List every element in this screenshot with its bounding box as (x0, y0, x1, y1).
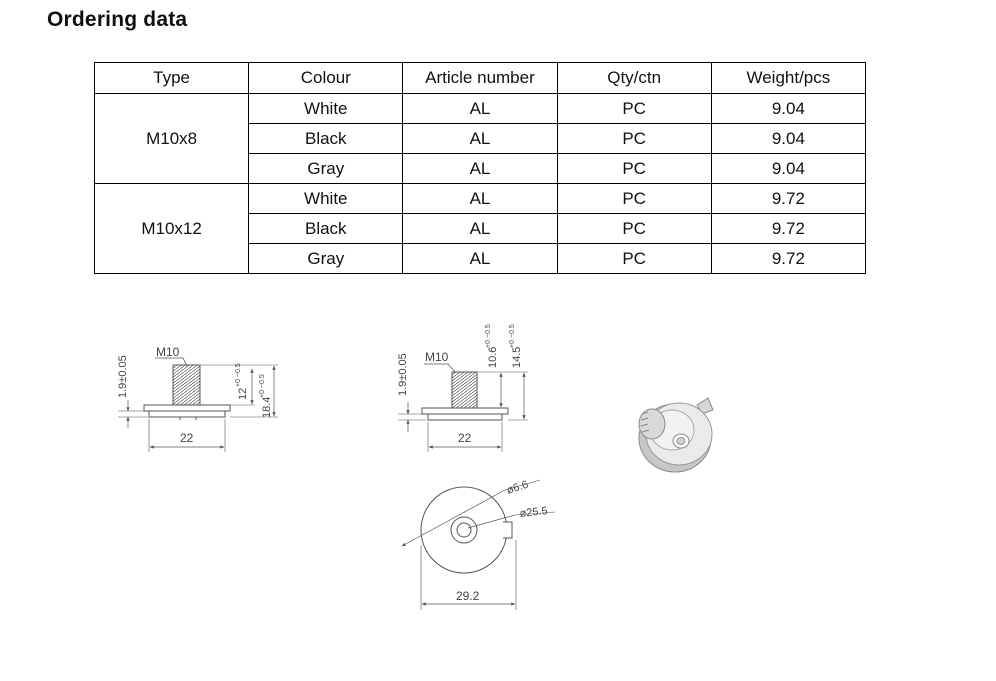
svg-text:+0 −0.5: +0 −0.5 (259, 374, 266, 398)
weight-cell: 9.04 (711, 94, 865, 124)
svg-text:+0 −0.5: +0 −0.5 (509, 324, 516, 348)
dim-height-total-m10x12 (509, 324, 523, 368)
dim-height-inner-m10x12 (485, 324, 499, 368)
page-title: Ordering data (47, 8, 188, 31)
flange-thickness-label: 1.9±0.05 (117, 355, 129, 398)
dim-width-label: 22 (458, 431, 472, 445)
svg-text:12: 12 (237, 387, 249, 400)
colour-cell: Black (249, 214, 403, 244)
flange-thickness-label: 1.9±0.05 (397, 353, 409, 396)
column-header-colour: Colour (249, 63, 403, 94)
base-shape (149, 411, 225, 417)
dim-width-label: 22 (180, 431, 194, 445)
type-cell: M10x12 (95, 184, 249, 274)
qty-cell: PC (557, 124, 711, 154)
side-view-m10x8-drawing (118, 358, 278, 452)
article-cell: AL (403, 214, 557, 244)
part-3d-render (639, 398, 713, 472)
base-shape (428, 414, 502, 420)
colour-cell: Gray (249, 244, 403, 274)
colour-cell: White (249, 184, 403, 214)
dim-hole-label: ø6.6 (505, 478, 530, 497)
qty-cell: PC (557, 184, 711, 214)
thread-shape (173, 365, 200, 405)
colour-cell: Gray (249, 154, 403, 184)
type-cell: M10x8 (95, 94, 249, 184)
thread-shape (452, 372, 477, 408)
colour-cell: White (249, 94, 403, 124)
svg-text:+0 −0.5: +0 −0.5 (485, 324, 492, 348)
weight-cell: 9.04 (711, 124, 865, 154)
outer-circle (421, 487, 507, 573)
column-header-type: Type (95, 63, 249, 94)
weight-cell: 9.04 (711, 154, 865, 184)
article-cell: AL (403, 94, 557, 124)
weight-cell: 9.72 (711, 244, 865, 274)
dim-outer-label: ø25.5 (519, 505, 549, 520)
column-header-article-number: Article number (403, 63, 557, 94)
weight-cell: 9.72 (711, 214, 865, 244)
qty-cell: PC (557, 154, 711, 184)
qty-cell: PC (557, 94, 711, 124)
article-cell: AL (403, 154, 557, 184)
dim-height-inner-m10x8 (235, 363, 249, 400)
flange-shape (144, 405, 230, 411)
article-cell: AL (403, 184, 557, 214)
svg-text:18.4: 18.4 (261, 396, 273, 418)
svg-text:10.6: 10.6 (487, 346, 499, 368)
column-header-weight: Weight/pcs (711, 63, 865, 94)
qty-cell: PC (557, 244, 711, 274)
thread-label: M10 (156, 345, 180, 359)
dim-width-label: 29.2 (456, 589, 480, 603)
qty-cell: PC (557, 214, 711, 244)
svg-text:14.5: 14.5 (511, 346, 523, 368)
thread-label: M10 (425, 350, 449, 364)
svg-text:+0 −0.5: +0 −0.5 (235, 363, 242, 387)
dim-height-total-m10x8 (259, 374, 273, 418)
colour-cell: Black (249, 124, 403, 154)
flange-shape (422, 408, 508, 414)
weight-cell: 9.72 (711, 184, 865, 214)
article-cell: AL (403, 124, 557, 154)
column-header-qty: Qty/ctn (557, 63, 711, 94)
article-cell: AL (403, 244, 557, 274)
